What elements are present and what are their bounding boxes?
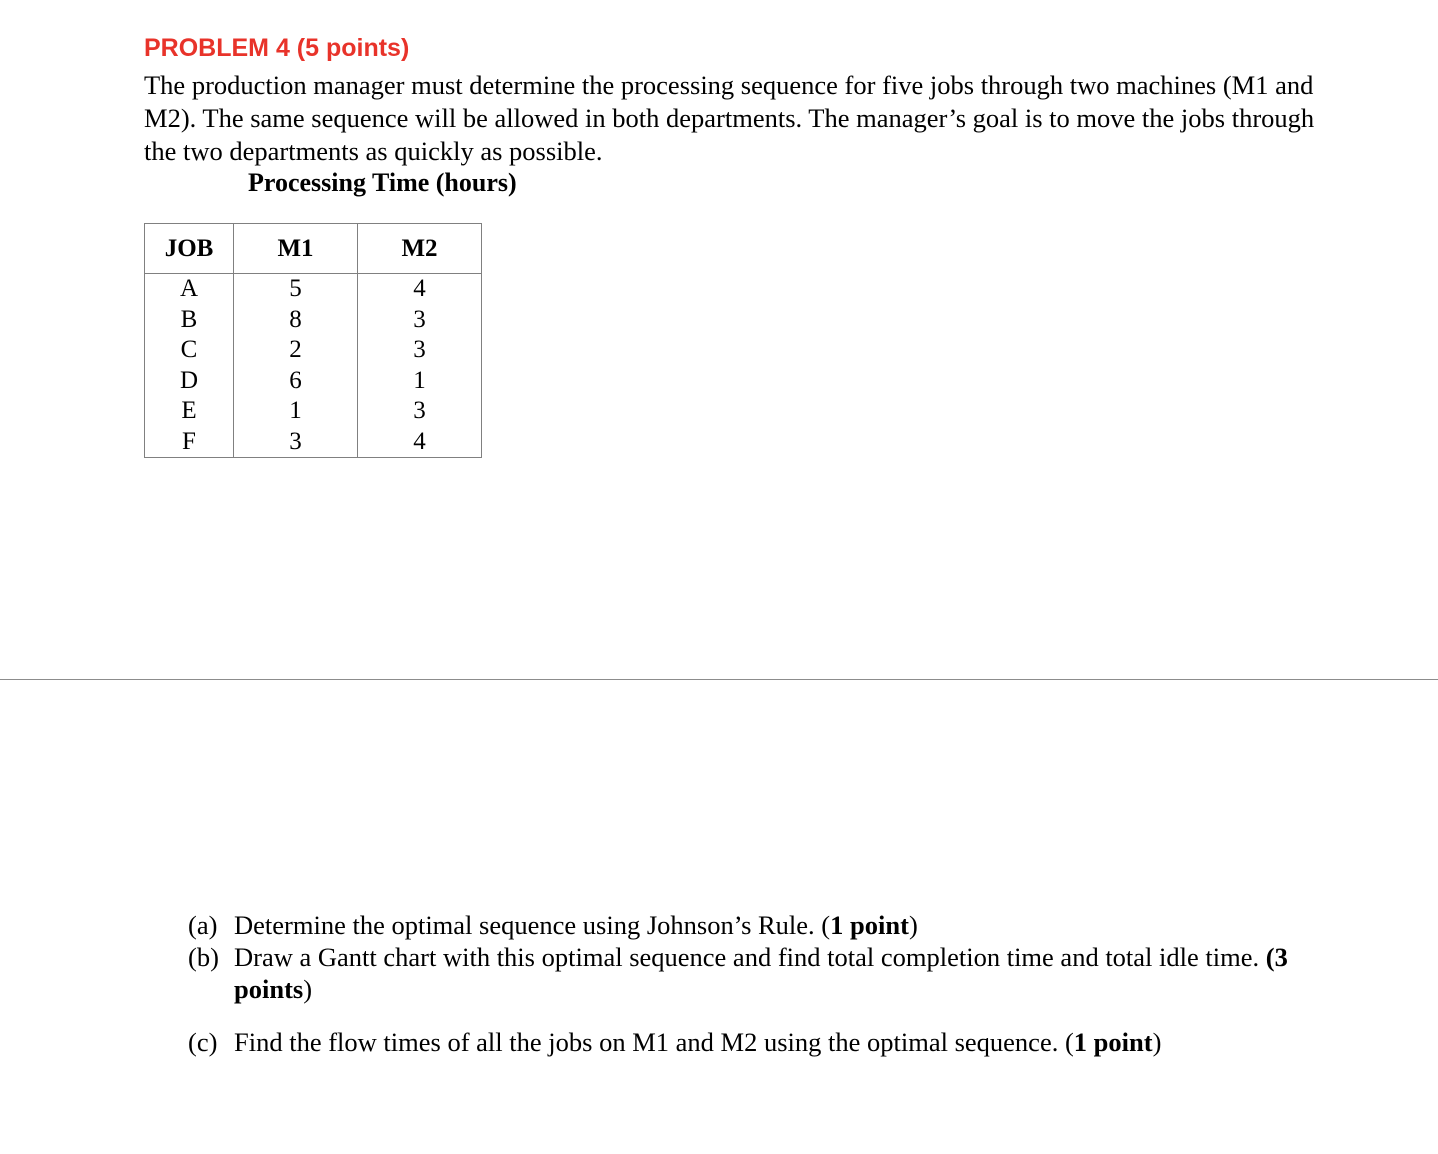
question-points: 1 point bbox=[1073, 1027, 1153, 1057]
question-marker: (c) bbox=[188, 1027, 218, 1057]
m1-cell: 6 bbox=[289, 366, 302, 394]
header-m2: M2 bbox=[358, 224, 482, 274]
question-text bbox=[234, 909, 1328, 941]
problem-intro: The production manager must determine the processing sequence for five jobs through two machines (M1 and M2). The same sequence will be allowed in both departments. The manager’s goal is to move the jobs through the two departments as quickly as possible. bbox=[144, 70, 1315, 166]
job-cell: E bbox=[181, 397, 197, 424]
page-divider bbox=[0, 679, 1438, 680]
question-statement: Draw a Gantt chart with this optimal sequence and find total completion time and total idle time. bbox=[234, 942, 1266, 972]
m1-cell: 2 bbox=[289, 336, 302, 363]
job-cell: B bbox=[180, 305, 198, 333]
m1-cell: 8 bbox=[289, 305, 302, 333]
m2-cell: 1 bbox=[413, 366, 426, 394]
question-c bbox=[188, 1026, 1328, 1058]
m2-cell: 4 bbox=[413, 427, 426, 455]
m2-column bbox=[358, 274, 482, 458]
table-title: Processing Time (hours) bbox=[248, 168, 517, 197]
question-list bbox=[188, 909, 1328, 1058]
m1-cell: 3 bbox=[289, 427, 302, 455]
job-cell: D bbox=[179, 366, 199, 394]
job-column bbox=[145, 274, 234, 458]
job-cell: A bbox=[179, 275, 199, 302]
m1-column bbox=[234, 274, 358, 458]
m2-cell: 4 bbox=[413, 275, 426, 302]
m1-cell: 5 bbox=[289, 275, 302, 302]
question-close: ) bbox=[1152, 1027, 1162, 1057]
question-points: (3 points bbox=[234, 942, 1288, 1004]
processing-time-table bbox=[144, 223, 482, 458]
question-close: ) bbox=[303, 974, 313, 1004]
question-text bbox=[234, 941, 1328, 1005]
question-close: ) bbox=[908, 910, 918, 940]
m2-cell: 3 bbox=[413, 336, 426, 363]
question-text bbox=[234, 1026, 1328, 1058]
header-job: JOB bbox=[145, 224, 234, 274]
table-header-row bbox=[145, 224, 482, 274]
m2-cell: 3 bbox=[413, 305, 426, 333]
question-a bbox=[188, 909, 1328, 941]
m1-cell: 1 bbox=[289, 397, 302, 424]
question-marker: (a) bbox=[188, 910, 218, 940]
question-points: 1 point bbox=[830, 910, 909, 940]
header-m1: M1 bbox=[234, 224, 358, 274]
question-statement: Determine the optimal sequence using Johnson’s Rule. ( bbox=[234, 910, 831, 940]
question-b bbox=[188, 941, 1328, 1005]
job-cell: C bbox=[180, 336, 198, 363]
table-body-row bbox=[145, 274, 482, 458]
problem-heading: PROBLEM 4 (5 points) bbox=[144, 34, 410, 62]
question-marker: (b) bbox=[188, 942, 219, 972]
job-cell: F bbox=[182, 427, 196, 455]
m2-cell: 3 bbox=[413, 397, 426, 424]
question-statement: Find the flow times of all the jobs on M1 and M2 using the optimal sequence. ( bbox=[234, 1027, 1074, 1057]
